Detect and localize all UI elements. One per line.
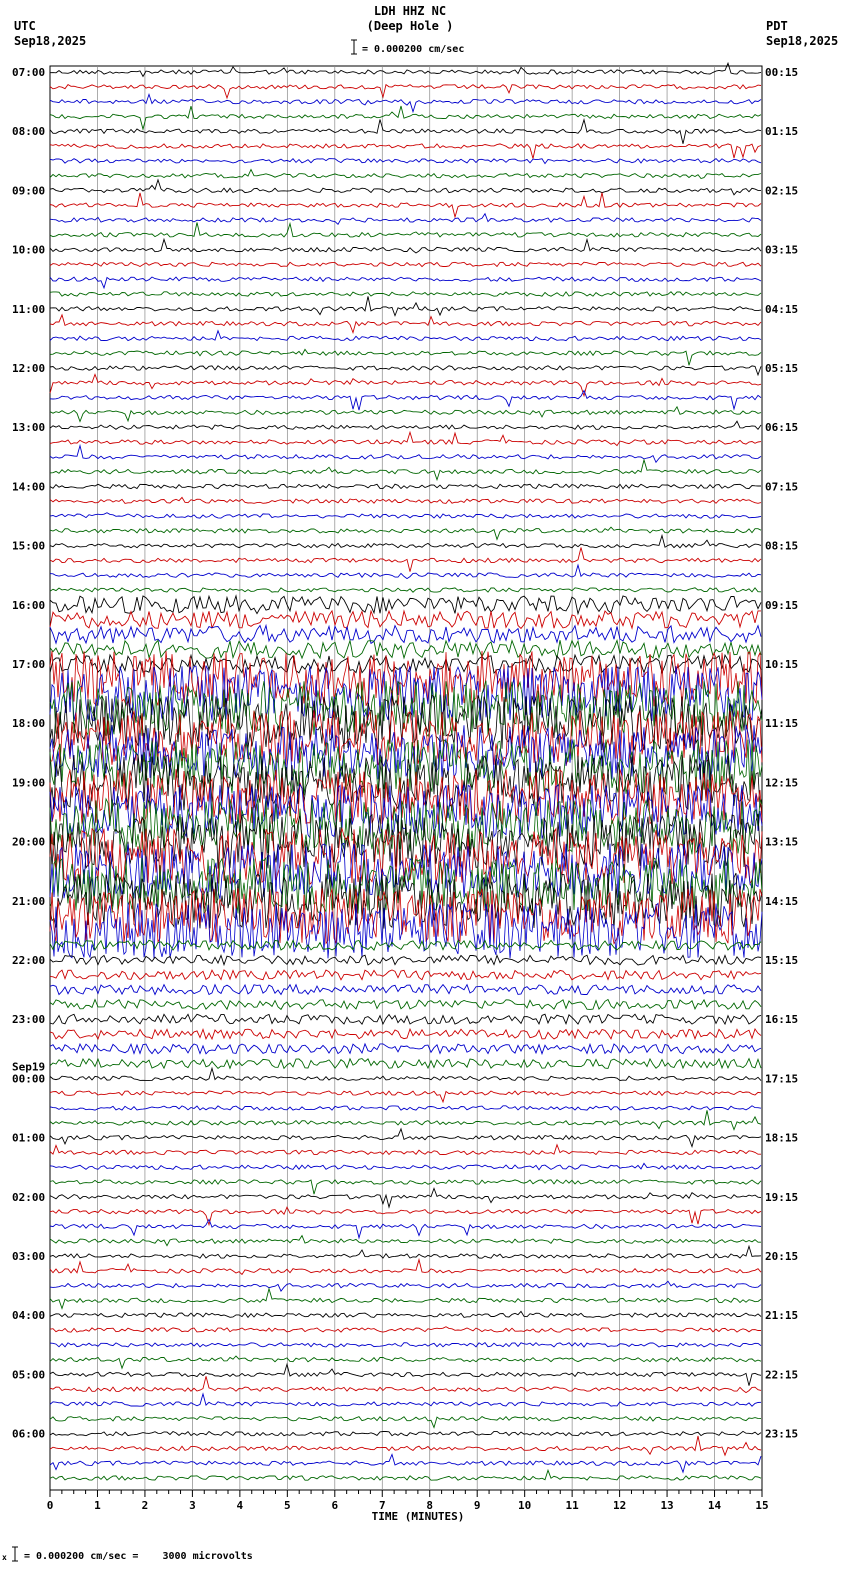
pdt-label-06:15: 06:15 — [765, 421, 799, 435]
utc-label-08:00: 08:00 — [12, 125, 46, 139]
pdt-label-12:15: 12:15 — [765, 776, 799, 790]
pdt-label-01:15: 01:15 — [765, 125, 799, 139]
footer-scale-bar — [12, 1547, 18, 1561]
pdt-label-20:15: 20:15 — [765, 1250, 799, 1263]
x-tick-label-13: 13 — [660, 1499, 674, 1512]
utc-label-09:00: 09:00 — [12, 184, 46, 198]
right-timezone: PDT — [766, 19, 788, 33]
pdt-label-10:15: 10:15 — [765, 658, 799, 671]
date-change-label: Sep19 — [12, 1060, 46, 1074]
x-tick-label-3: 3 — [189, 1499, 196, 1512]
utc-label-21:00: 21:00 — [12, 894, 46, 908]
pdt-label-00:15: 00:15 — [765, 66, 799, 79]
left-timezone: UTC — [14, 19, 36, 33]
x-tick-label-14: 14 — [707, 1499, 722, 1512]
right-date: Sep18,2025 — [766, 34, 839, 48]
pdt-label-02:15: 02:15 — [765, 184, 799, 198]
station-title: LDH HHZ NC — [373, 4, 447, 18]
utc-label-17:00: 17:00 — [12, 658, 46, 671]
x-tick-label-15: 15 — [755, 1499, 769, 1512]
x-tick-label-2: 2 — [141, 1499, 149, 1512]
utc-label-03:00: 03:00 — [12, 1250, 46, 1263]
utc-label-06:00: 06:00 — [12, 1427, 46, 1441]
x-tick-label-1: 1 — [94, 1499, 101, 1512]
left-date: Sep18,2025 — [14, 34, 87, 48]
utc-label-10:00: 10:00 — [12, 243, 46, 257]
utc-label-19:00: 19:00 — [12, 776, 46, 790]
x-tick-label-8: 8 — [426, 1499, 434, 1512]
x-tick-label-11: 11 — [565, 1499, 579, 1512]
utc-label-22:00: 22:00 — [12, 954, 46, 967]
pdt-label-11:15: 11:15 — [765, 717, 799, 731]
pdt-label-09:15: 09:15 — [765, 598, 799, 612]
pdt-label-14:15: 14:15 — [765, 894, 799, 908]
x-tick-label-4: 4 — [236, 1499, 244, 1512]
header-scale-bar — [351, 40, 357, 54]
x-axis-title: TIME (MINUTES) — [371, 1510, 465, 1523]
utc-label-14:00: 14:00 — [12, 480, 46, 494]
x-tick-label-12: 12 — [612, 1499, 627, 1512]
x-tick-label-10: 10 — [518, 1499, 532, 1512]
footer-scale-mark: x — [2, 1553, 7, 1562]
utc-label-05:00: 05:00 — [12, 1368, 46, 1382]
utc-label-12:00: 12:00 — [12, 362, 46, 375]
utc-label-00:00: 00:00 — [12, 1072, 46, 1086]
x-tick-label-7: 7 — [378, 1499, 386, 1512]
pdt-label-04:15: 04:15 — [765, 302, 799, 316]
pdt-label-07:15: 07:15 — [765, 480, 799, 494]
pdt-label-22:15: 22:15 — [765, 1368, 799, 1382]
x-tick-label-9: 9 — [473, 1499, 481, 1512]
utc-label-11:00: 11:00 — [12, 302, 46, 316]
pdt-label-13:15: 13:15 — [765, 835, 799, 849]
x-tick-label-0: 0 — [46, 1499, 54, 1512]
utc-label-20:00: 20:00 — [12, 835, 46, 849]
pdt-label-15:15: 15:15 — [765, 954, 799, 967]
x-tick-label-6: 6 — [331, 1499, 339, 1512]
pdt-label-18:15: 18:15 — [765, 1131, 799, 1145]
site-subtitle: (Deep Hole ) — [366, 19, 454, 33]
utc-label-16:00: 16:00 — [12, 598, 46, 612]
pdt-label-03:15: 03:15 — [765, 243, 799, 257]
pdt-label-23:15: 23:15 — [765, 1427, 799, 1441]
pdt-label-17:15: 17:15 — [765, 1072, 799, 1086]
utc-hour-labels — [12, 66, 45, 1441]
utc-label-13:00: 13:00 — [12, 421, 46, 435]
pdt-label-16:15: 16:15 — [765, 1013, 799, 1027]
pdt-hour-labels — [765, 66, 798, 1441]
header-scale-text: = 0.000200 cm/sec — [362, 44, 465, 55]
x-axis — [47, 1490, 769, 1512]
utc-label-07:00: 07:00 — [12, 66, 46, 79]
utc-label-15:00: 15:00 — [12, 539, 46, 553]
utc-label-02:00: 02:00 — [12, 1190, 46, 1204]
footer-scale-text: = 0.000200 cm/sec = 3000 microvolts — [24, 1551, 253, 1562]
x-tick-label-5: 5 — [284, 1499, 291, 1512]
pdt-label-21:15: 21:15 — [765, 1309, 799, 1323]
pdt-label-08:15: 08:15 — [765, 539, 799, 553]
utc-label-01:00: 01:00 — [12, 1131, 46, 1145]
utc-label-23:00: 23:00 — [12, 1013, 46, 1027]
pdt-label-05:15: 05:15 — [765, 362, 799, 375]
pdt-label-19:15: 19:15 — [765, 1190, 799, 1204]
utc-label-18:00: 18:00 — [12, 717, 46, 731]
utc-label-04:00: 04:00 — [12, 1309, 46, 1323]
